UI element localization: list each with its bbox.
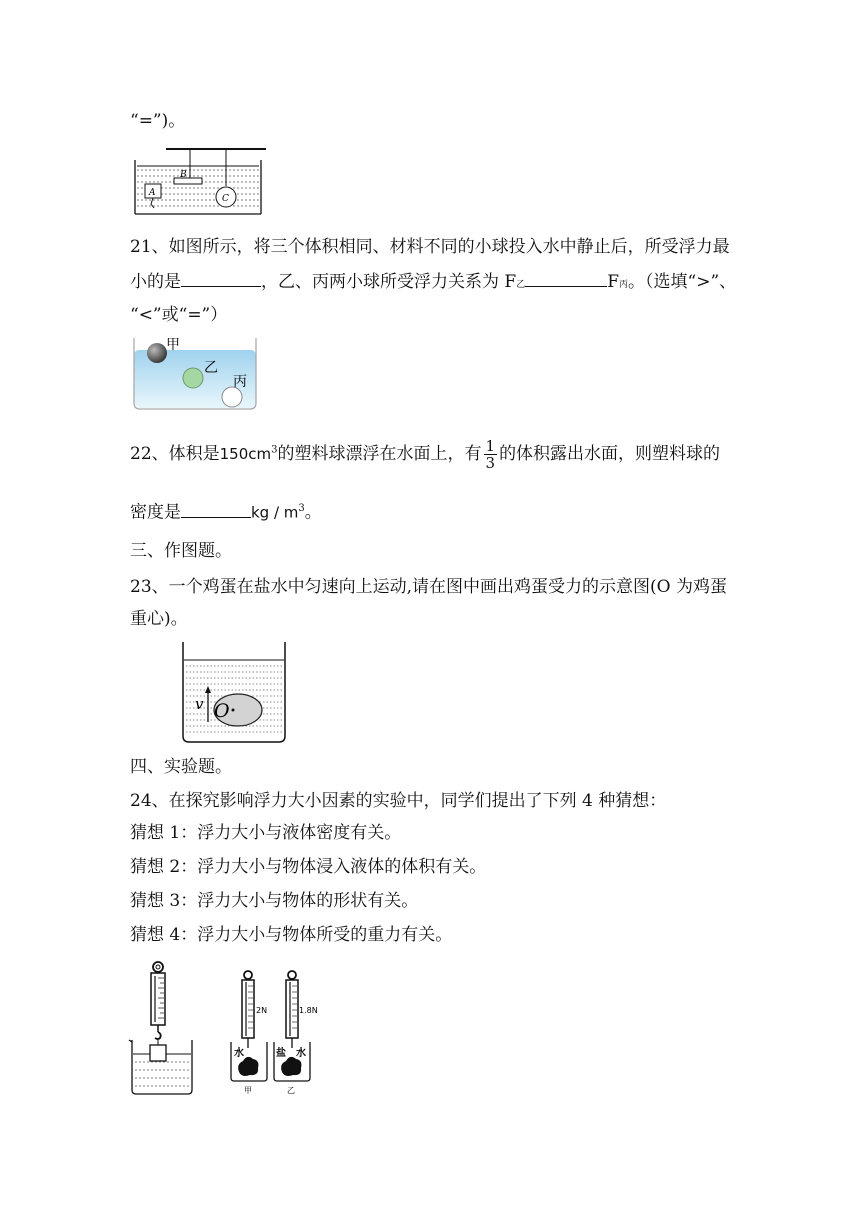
fig23-label-v: v [195, 695, 204, 713]
q21-line1: 21、如图所示，将三个体积相同、材料不同的小球投入水中静止后，所受浮力最 [130, 237, 730, 257]
section-3-title: 三、作图题。 [130, 541, 232, 561]
q22-text-c: 的体积露出水面，则塑料球的 [499, 444, 721, 464]
q21-text-c: F [607, 272, 620, 292]
q24-guess-3: 猜想 3：浮力大小与物体的形状有关。 [130, 891, 419, 911]
q22-frac-num: 1 [485, 437, 496, 455]
q22-line1 [130, 438, 720, 471]
q22-text-a: 22、体积是 [130, 444, 220, 464]
fig23-label-o: O [214, 700, 230, 722]
q22-unit: kg / m [251, 503, 299, 522]
q22-volume: 150cm [219, 445, 272, 463]
fig24-label-jia: 甲 [244, 1086, 252, 1095]
q21-blank-1[interactable] [181, 270, 261, 287]
fig24-label-2n: 2N [256, 1006, 268, 1015]
fig20-label-b: B [180, 170, 187, 180]
q21-blank-2[interactable] [525, 270, 607, 287]
fig24-label-18n: 1.8N [299, 1006, 318, 1015]
q24-guess-2: 猜想 2：浮力大小与物体浸入液体的体积有关。 [130, 857, 487, 877]
q22-text-b: 的塑料球漂浮在水面上，有 [277, 444, 482, 464]
fig20-label-c: C [222, 194, 229, 204]
q22-fraction [484, 438, 498, 471]
q21-sub-bing: 丙 [619, 280, 629, 290]
q21-text-d: 。（选填“>”、 [628, 272, 737, 292]
q21-sub-yi: 乙 [516, 280, 526, 290]
fig24-label-water-2: 水 [296, 1048, 306, 1059]
fig-20-tank [130, 144, 266, 218]
q21-text-a: 小的是 [130, 272, 181, 292]
q23-line2: 重心)。 [130, 609, 188, 629]
q24-guess-4: 猜想 4：浮力大小与物体所受的重力有关。 [130, 925, 453, 945]
q23-line1: 23、一个鸡蛋在盐水中匀速向上运动,请在图中画出鸡蛋受力的示意图(O 为鸡蛋 [130, 577, 728, 597]
q22-line2 [130, 498, 322, 524]
fig20-label-a: A [149, 188, 156, 198]
q22-text-d: 密度是 [130, 502, 181, 523]
fig21-label-jia: 甲 [166, 338, 180, 353]
section-4-title: 四、实验题。 [130, 757, 232, 777]
q24-intro: 24、在探究影响浮力大小因素的实验中，同学们提出了下列 4 种猜想： [130, 791, 667, 811]
q22-frac-den: 3 [485, 454, 496, 472]
q21-line2 [130, 270, 736, 296]
fig-24-scale-beaker [128, 958, 202, 1096]
fig24-label-salt: 盐 [276, 1048, 286, 1059]
q21-text-b: ，乙、丙两小球所受浮力关系为 F [261, 272, 517, 292]
fig24-label-water-1: 水 [234, 1048, 244, 1059]
fig21-label-bing: 丙 [233, 374, 247, 390]
q22-volume-exp: 3 [271, 444, 278, 456]
fig-23-egg-beaker [180, 640, 288, 744]
q24-guess-1: 猜想 1：浮力大小与液体密度有关。 [130, 823, 402, 843]
fig24-label-yi: 乙 [287, 1086, 295, 1095]
fig21-label-yi: 乙 [204, 360, 218, 376]
fig-24-scales-jia-yi [226, 968, 338, 1096]
q20-tail: “=”)。 [130, 111, 186, 131]
fig-21-balls [133, 338, 257, 410]
q22-text-e: 。 [304, 502, 322, 523]
q22-unit-exp: 3 [298, 503, 305, 514]
q22-blank[interactable] [181, 501, 251, 518]
q21-line3: “<”或“=”） [130, 305, 228, 325]
